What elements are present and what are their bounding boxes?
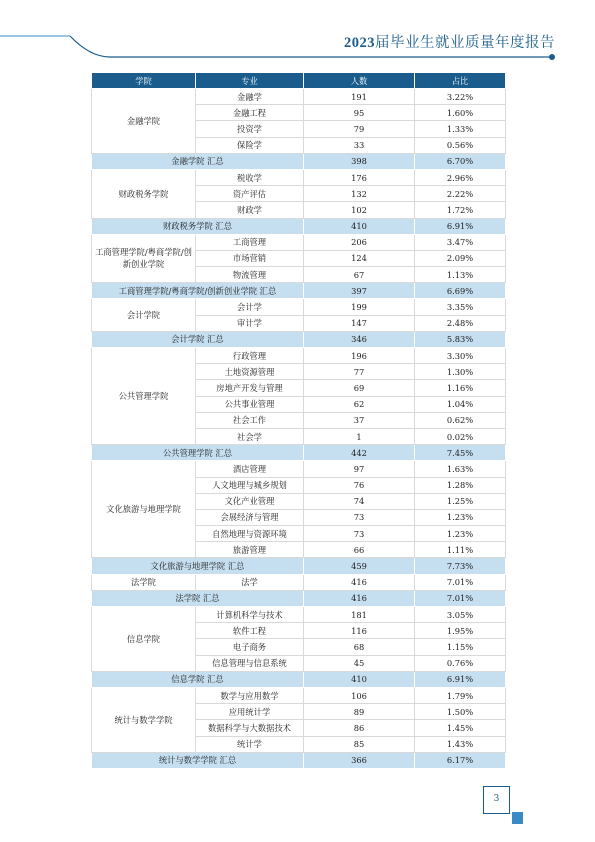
subtotal-label: 法学院 汇总 bbox=[92, 590, 304, 606]
subtotal-count: 459 bbox=[304, 558, 415, 574]
major-cell: 财政学 bbox=[196, 202, 304, 218]
ratio-cell: 1.60% bbox=[415, 105, 506, 121]
major-cell: 人文地理与城乡规划 bbox=[196, 477, 304, 493]
major-cell: 软件工程 bbox=[196, 623, 304, 639]
subtotal-label: 工商管理学院/粤商学院/创新创业学院 汇总 bbox=[92, 283, 304, 299]
major-cell: 投资学 bbox=[196, 121, 304, 137]
major-cell: 应用统计学 bbox=[196, 704, 304, 720]
major-cell: 工商管理 bbox=[196, 234, 304, 250]
subtotal-count: 410 bbox=[304, 218, 415, 234]
major-cell: 金融工程 bbox=[196, 105, 304, 121]
report-title-text: 届毕业生就业质量年度报告 bbox=[375, 35, 555, 51]
subtotal-ratio: 6.91% bbox=[415, 671, 506, 687]
ratio-cell: 1.16% bbox=[415, 380, 506, 396]
subtotal-row bbox=[92, 445, 506, 461]
subtotal-row bbox=[92, 752, 506, 768]
table-row bbox=[92, 574, 506, 590]
count-cell: 199 bbox=[304, 299, 415, 315]
count-cell: 73 bbox=[304, 526, 415, 542]
ratio-cell: 1.13% bbox=[415, 267, 506, 283]
ratio-cell: 1.95% bbox=[415, 623, 506, 639]
count-cell: 106 bbox=[304, 687, 415, 703]
ratio-cell: 1.33% bbox=[415, 121, 506, 137]
ratio-cell: 3.30% bbox=[415, 348, 506, 364]
count-cell: 147 bbox=[304, 315, 415, 331]
college-cell: 法学院 bbox=[92, 574, 196, 590]
count-cell: 79 bbox=[304, 121, 415, 137]
ratio-cell: 1.43% bbox=[415, 736, 506, 752]
college-cell: 公共管理学院 bbox=[92, 348, 196, 445]
corner-square bbox=[512, 812, 523, 824]
count-cell: 69 bbox=[304, 380, 415, 396]
count-cell: 37 bbox=[304, 412, 415, 428]
college-cell: 信息学院 bbox=[92, 607, 196, 672]
ratio-cell: 2.96% bbox=[415, 169, 506, 185]
subtotal-ratio: 6.17% bbox=[415, 752, 506, 768]
major-cell: 审计学 bbox=[196, 315, 304, 331]
major-cell: 市场营销 bbox=[196, 250, 304, 266]
column-header-major: 专业 bbox=[196, 73, 304, 89]
college-cell: 财政税务学院 bbox=[92, 169, 196, 218]
major-cell: 文化产业管理 bbox=[196, 493, 304, 509]
subtotal-count: 346 bbox=[304, 331, 415, 347]
ratio-cell: 1.11% bbox=[415, 542, 506, 558]
table-row bbox=[92, 607, 506, 623]
ratio-cell: 2.09% bbox=[415, 250, 506, 266]
ratio-cell: 3.22% bbox=[415, 89, 506, 105]
page-number: 3 bbox=[493, 794, 500, 804]
table-row bbox=[92, 348, 506, 364]
subtotal-row bbox=[92, 283, 506, 299]
ratio-cell: 3.05% bbox=[415, 607, 506, 623]
count-cell: 116 bbox=[304, 623, 415, 639]
major-cell: 数据科学与大数据技术 bbox=[196, 720, 304, 736]
column-header-college: 学院 bbox=[92, 73, 196, 89]
count-cell: 33 bbox=[304, 137, 415, 153]
ratio-cell: 1.45% bbox=[415, 720, 506, 736]
major-cell: 社会学 bbox=[196, 428, 304, 444]
college-cell: 工商管理学院/粤商学院/创新创业学院 bbox=[92, 234, 196, 283]
subtotal-label: 会计学院 汇总 bbox=[92, 331, 304, 347]
count-cell: 67 bbox=[304, 267, 415, 283]
ratio-cell: 2.22% bbox=[415, 186, 506, 202]
subtotal-ratio: 7.45% bbox=[415, 445, 506, 461]
table-row bbox=[92, 461, 506, 477]
major-cell: 保险学 bbox=[196, 137, 304, 153]
major-cell: 数学与应用数学 bbox=[196, 687, 304, 703]
ratio-cell: 1.30% bbox=[415, 364, 506, 380]
ratio-cell: 1.04% bbox=[415, 396, 506, 412]
table-row bbox=[92, 299, 506, 315]
college-cell: 文化旅游与地理学院 bbox=[92, 461, 196, 558]
subtotal-count: 442 bbox=[304, 445, 415, 461]
count-cell: 89 bbox=[304, 704, 415, 720]
subtotal-row bbox=[92, 671, 506, 687]
ratio-cell: 1.25% bbox=[415, 493, 506, 509]
count-cell: 191 bbox=[304, 89, 415, 105]
ratio-cell: 3.47% bbox=[415, 234, 506, 250]
count-cell: 416 bbox=[304, 574, 415, 590]
subtotal-ratio: 5.83% bbox=[415, 331, 506, 347]
count-cell: 196 bbox=[304, 348, 415, 364]
major-cell: 土地资源管理 bbox=[196, 364, 304, 380]
major-cell: 酒店管理 bbox=[196, 461, 304, 477]
ratio-cell: 1.15% bbox=[415, 639, 506, 655]
count-cell: 206 bbox=[304, 234, 415, 250]
ratio-cell: 0.56% bbox=[415, 137, 506, 153]
ratio-cell: 0.62% bbox=[415, 412, 506, 428]
ratio-cell: 1.79% bbox=[415, 687, 506, 703]
subtotal-label: 统计与数学学院 汇总 bbox=[92, 752, 304, 768]
ratio-cell: 3.35% bbox=[415, 299, 506, 315]
ratio-cell: 1.23% bbox=[415, 526, 506, 542]
major-cell: 资产评估 bbox=[196, 186, 304, 202]
major-cell: 法学 bbox=[196, 574, 304, 590]
ratio-cell: 7.01% bbox=[415, 574, 506, 590]
subtotal-label: 财政税务学院 汇总 bbox=[92, 218, 304, 234]
table-row bbox=[92, 234, 506, 250]
count-cell: 124 bbox=[304, 250, 415, 266]
subtotal-count: 397 bbox=[304, 283, 415, 299]
major-cell: 电子商务 bbox=[196, 639, 304, 655]
employment-table bbox=[91, 72, 506, 769]
subtotal-ratio: 7.73% bbox=[415, 558, 506, 574]
table-row bbox=[92, 169, 506, 185]
subtotal-row bbox=[92, 218, 506, 234]
ratio-cell: 1.50% bbox=[415, 704, 506, 720]
major-cell: 公共事业管理 bbox=[196, 396, 304, 412]
table-row bbox=[92, 687, 506, 703]
subtotal-row bbox=[92, 331, 506, 347]
subtotal-count: 410 bbox=[304, 671, 415, 687]
college-cell: 金融学院 bbox=[92, 89, 196, 154]
count-cell: 102 bbox=[304, 202, 415, 218]
major-cell: 行政管理 bbox=[196, 348, 304, 364]
major-cell: 房地产开发与管理 bbox=[196, 380, 304, 396]
count-cell: 176 bbox=[304, 169, 415, 185]
major-cell: 自然地理与资源环境 bbox=[196, 526, 304, 542]
page-number-box bbox=[483, 786, 510, 814]
subtotal-label: 公共管理学院 汇总 bbox=[92, 445, 304, 461]
column-header-count: 人数 bbox=[304, 73, 415, 89]
count-cell: 1 bbox=[304, 428, 415, 444]
subtotal-ratio: 6.69% bbox=[415, 283, 506, 299]
major-cell: 统计学 bbox=[196, 736, 304, 752]
table-header-row bbox=[92, 73, 506, 89]
major-cell: 社会工作 bbox=[196, 412, 304, 428]
report-year: 2023 bbox=[344, 35, 375, 51]
college-cell: 会计学院 bbox=[92, 299, 196, 331]
subtotal-label: 文化旅游与地理学院 汇总 bbox=[92, 558, 304, 574]
subtotal-count: 398 bbox=[304, 153, 415, 169]
major-cell: 税收学 bbox=[196, 169, 304, 185]
count-cell: 97 bbox=[304, 461, 415, 477]
subtotal-ratio: 6.91% bbox=[415, 218, 506, 234]
table-row bbox=[92, 89, 506, 105]
major-cell: 会计学 bbox=[196, 299, 304, 315]
count-cell: 95 bbox=[304, 105, 415, 121]
column-header-ratio: 占比 bbox=[415, 73, 506, 89]
table-body bbox=[92, 89, 506, 769]
major-cell: 旅游管理 bbox=[196, 542, 304, 558]
count-cell: 73 bbox=[304, 509, 415, 525]
major-cell: 金融学 bbox=[196, 89, 304, 105]
count-cell: 74 bbox=[304, 493, 415, 509]
ratio-cell: 0.02% bbox=[415, 428, 506, 444]
major-cell: 会展经济与管理 bbox=[196, 509, 304, 525]
ratio-cell: 1.28% bbox=[415, 477, 506, 493]
subtotal-count: 416 bbox=[304, 590, 415, 606]
subtotal-count: 366 bbox=[304, 752, 415, 768]
subtotal-label: 信息学院 汇总 bbox=[92, 671, 304, 687]
subtotal-row bbox=[92, 558, 506, 574]
ratio-cell: 1.72% bbox=[415, 202, 506, 218]
major-cell: 计算机科学与技术 bbox=[196, 607, 304, 623]
count-cell: 181 bbox=[304, 607, 415, 623]
ratio-cell: 0.76% bbox=[415, 655, 506, 671]
major-cell: 物流管理 bbox=[196, 267, 304, 283]
count-cell: 45 bbox=[304, 655, 415, 671]
ratio-cell: 2.48% bbox=[415, 315, 506, 331]
subtotal-ratio: 7.01% bbox=[415, 590, 506, 606]
count-cell: 86 bbox=[304, 720, 415, 736]
count-cell: 68 bbox=[304, 639, 415, 655]
subtotal-label: 金融学院 汇总 bbox=[92, 153, 304, 169]
college-cell: 统计与数学学院 bbox=[92, 687, 196, 752]
count-cell: 77 bbox=[304, 364, 415, 380]
count-cell: 132 bbox=[304, 186, 415, 202]
count-cell: 85 bbox=[304, 736, 415, 752]
count-cell: 76 bbox=[304, 477, 415, 493]
subtotal-row bbox=[92, 153, 506, 169]
subtotal-ratio: 6.70% bbox=[415, 153, 506, 169]
major-cell: 信息管理与信息系统 bbox=[196, 655, 304, 671]
count-cell: 66 bbox=[304, 542, 415, 558]
ratio-cell: 1.23% bbox=[415, 509, 506, 525]
subtotal-row bbox=[92, 590, 506, 606]
ratio-cell: 1.63% bbox=[415, 461, 506, 477]
report-title bbox=[344, 31, 555, 52]
count-cell: 62 bbox=[304, 396, 415, 412]
